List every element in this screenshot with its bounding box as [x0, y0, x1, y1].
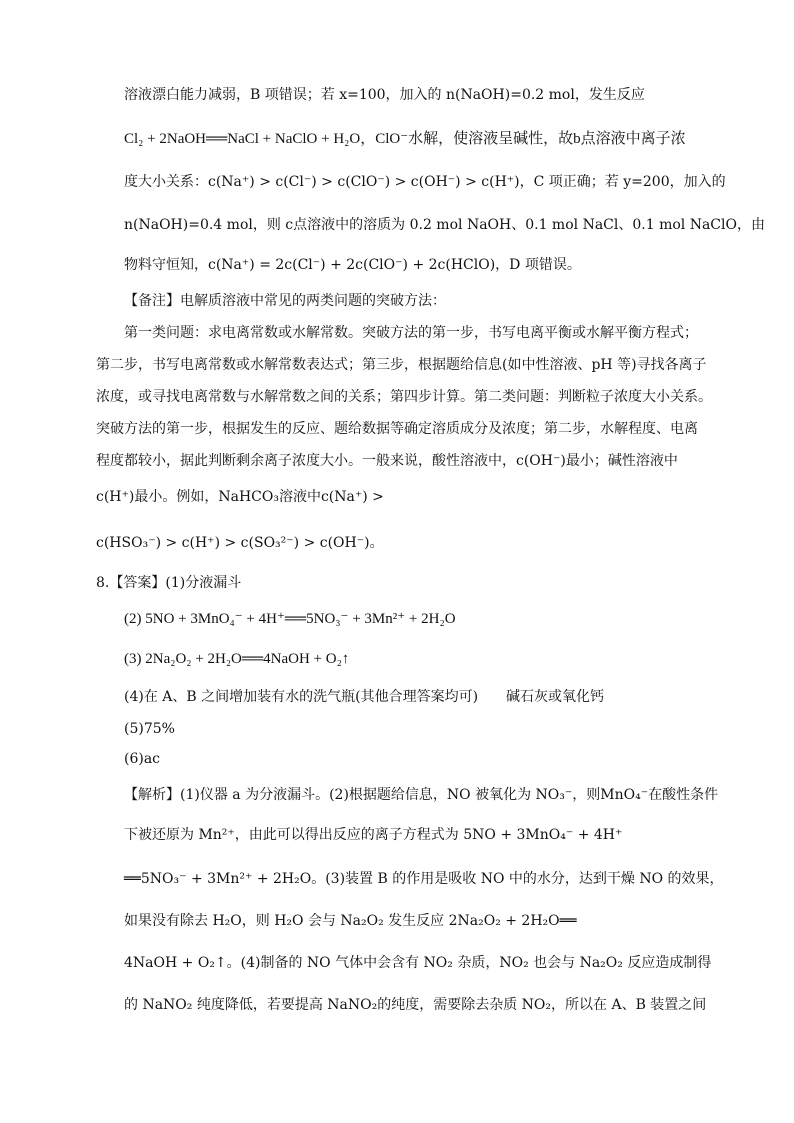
text-line-5: 物料守恒知，c(Na⁺) = 2c(Cl⁻) + 2c(ClO⁻) + 2c(HClO)，D 项错误。 [124, 257, 581, 273]
analysis-line-5: 4NaOH + O₂↑。(4)制备的 NO 气体中会含有 NO₂ 杂质，NO₂ 也会与 Na₂O₂ 反应造成制得 [124, 955, 712, 971]
analysis-line-4: 如果没有除去 H₂O，则 H₂O 会与 Na₂O₂ 发生反应 2Na₂O₂ + 2H₂O══ [124, 913, 577, 929]
answer-3: (3) 2Na₂O₂ + 2H₂O══4NaOH + O₂↑ [124, 651, 350, 667]
answer-6: (6)ac [124, 751, 161, 767]
analysis-line-1: 【解析】(1)仪器 a 为分液漏斗。(2)根据题给信息，NO 被氧化为 NO₃⁻，则MnO₄⁻在酸性条件 [124, 787, 719, 803]
answer-5: (5)75% [124, 721, 175, 737]
text-line-9: 浓度，或寻找电离常数与水解常数之间的关系；第四步计算。第二类问题：判断粒子浓度大小关系。 [96, 389, 712, 405]
text-line-13: c(HSO₃⁻) > c(H⁺) > c(SO₃²⁻) > c(OH⁻)。 [96, 535, 384, 551]
text-line-11: 程度都较小，据此判断剩余离子浓度大小。一般来说，酸性溶液中，c(OH⁻)最小；碱性溶液中 [96, 453, 678, 469]
answer-heading: 8.【答案】(1)分液漏斗 [96, 575, 242, 591]
text-line-4: n(NaOH)=0.4 mol，则 c点溶液中的溶质为 0.2 mol NaOH、0.1 mol NaCl、0.1 mol NaClO，由 [124, 217, 765, 233]
text-line-7: 第一类问题：求电离常数或水解常数。突破方法的第一步，书写电离平衡或水解平衡方程式； [124, 325, 698, 341]
note-heading: 【备注】电解质溶液中常见的两类问题的突破方法： [124, 293, 446, 309]
answer-4: (4)在 A、B 之间增加装有水的洗气瓶(其他合理答案均可) 碱石灰或氧化钙 [124, 689, 605, 705]
analysis-line-3: ══5NO₃⁻ + 3Mn²⁺ + 2H₂O。(3)装置 B 的作用是吸收 NO 中的水分，达到干燥 NO 的效果， [124, 871, 724, 887]
analysis-line-2: 下被还原为 Mn²⁺，由此可以得出反应的离子方程式为 5NO + 3MnO₄⁻ + 4H⁺ [124, 827, 623, 843]
text-line-12: c(H⁺)最小。例如，NaHCO₃溶液中c(Na⁺) > [96, 489, 384, 505]
text-line-10: 突破方法的第一步，根据发生的反应、题给数据等确定溶质成分及浓度；第二步，水解程度、电离 [96, 421, 698, 437]
text-line-8: 第二步，书写电离常数或水解常数表达式；第三步，根据题给信息(如中性溶液、pH 等)寻找各离子 [96, 357, 707, 373]
answer-2: (2) 5NO + 3MnO₄⁻ + 4H⁺══5NO₃⁻ + 3Mn²⁺ + 2H₂O [124, 611, 456, 627]
text-line-1: 溶液漂白能力减弱，B 项错误；若 x=100，加入的 n(NaOH)=0.2 mol，发生反应 [124, 87, 645, 103]
text-line-3: 度大小关系：c(Na⁺) > c(Cl⁻) > c(ClO⁻) > c(OH⁻) > c(H⁺)，C 项正确；若 y=200，加入的 [124, 174, 726, 190]
analysis-line-6: 的 NaNO₂ 纯度降低，若要提高 NaNO₂的纯度，需要除去杂质 NO₂，所以在 A、B 装置之间 [124, 997, 707, 1013]
text-line-2: Cl₂ + 2NaOH══NaCl + NaClO + H₂O，ClO⁻水解，使溶液呈碱性，故b点溶液中离子浓 [124, 131, 686, 147]
